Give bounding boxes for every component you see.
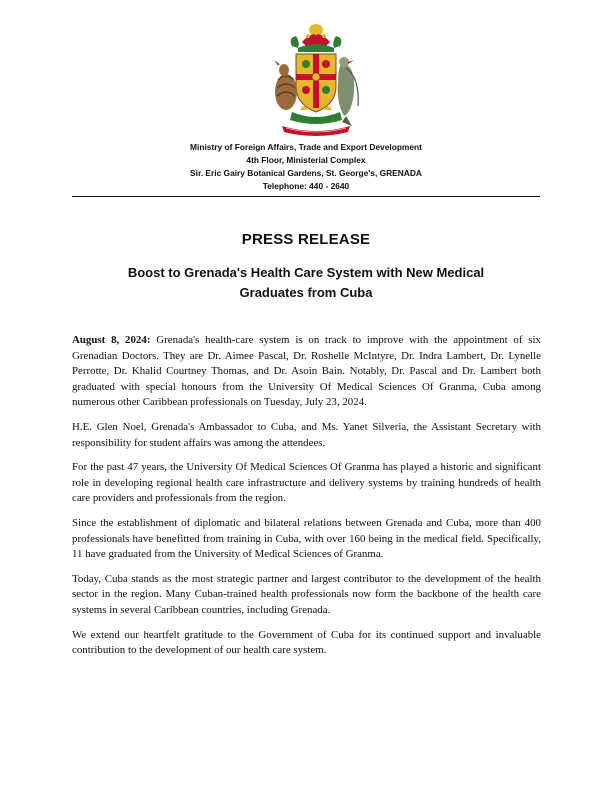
ministry-letterhead (0, 141, 612, 193)
headline-line-2: Graduates from Cuba (239, 285, 373, 300)
ministry-floor: 4th Floor, Ministerial Complex (246, 155, 366, 165)
ministry-address: Sir. Eric Gairy Botanical Gardens, St. George's, GRENADA (190, 168, 422, 178)
paragraph-4: Since the establishment of diplomatic and bilateral relations between Grenada and Cuba, more than 400 professionals have benefitted from training in Cuba, with over 160 being in the medical field. Specifically, 11 have graduated from the University of Medical Sciences of Granma. (72, 516, 541, 561)
paragraph-5: Today, Cuba stands as the most strategic partner and largest contributor to the development of the health sector in the region. Many Cuban-trained health professionals now form the backbone of the health care systems in several Caribbean countries, including Grenada. (72, 572, 541, 616)
dateline: August 8, 2024: (72, 334, 151, 346)
ministry-telephone: Telephone: 440 - 2640 (262, 181, 350, 191)
document-title: PRESS RELEASE (241, 231, 371, 248)
header-divider (72, 196, 540, 197)
paragraph-6: We extend our heartfelt gratitude to the Government of Cuba for its continued support and invaluable contribution to the development of our health care system. (72, 628, 541, 657)
paragraph-3: For the past 47 years, the University Of Medical Sciences Of Granma has played a historic and significant role in developing regional health care infrastructure and delivery systems by training hundreds of health care providers and professionals from the region. (72, 461, 541, 505)
coat-of-arms-icon (262, 22, 370, 138)
crest-armadillo (274, 60, 297, 110)
paragraph-1-text: Grenada's health-care system is on track to improve with the appointment of six Grenadian Doctors. They are Dr. Aimee Pascal, Dr. Roshelle McIntyre, Dr. Indra Lambert, Dr. Lynelle Perrotte, Dr. Khalid Courtney Thomas, and Dr. Asoin Bain. Notably, Dr. Pascal and Dr. Lambert both graduated with special honours from the University Of Medical Sciences Of Granma, Cuba among numerous other Caribbean professionals on Tuesday, July 23, 2024. (72, 334, 542, 409)
paragraph-2: H.E. Glen Noel, Grenada's Ambassador to Cuba, and Ms. Yanet Silveria, the Assistant Secretary with responsibility for student affairs was among the attendees. (72, 420, 541, 449)
headline-line-1: Boost to Grenada's Health Care System with New Medical (127, 265, 485, 280)
press-release-body (72, 333, 541, 668)
ministry-name: Ministry of Foreign Affairs, Trade and Export Development (190, 142, 422, 152)
paragraph-1 (72, 333, 541, 411)
crest-crown (291, 24, 342, 52)
headline (72, 263, 540, 303)
crest-shield (296, 54, 336, 112)
